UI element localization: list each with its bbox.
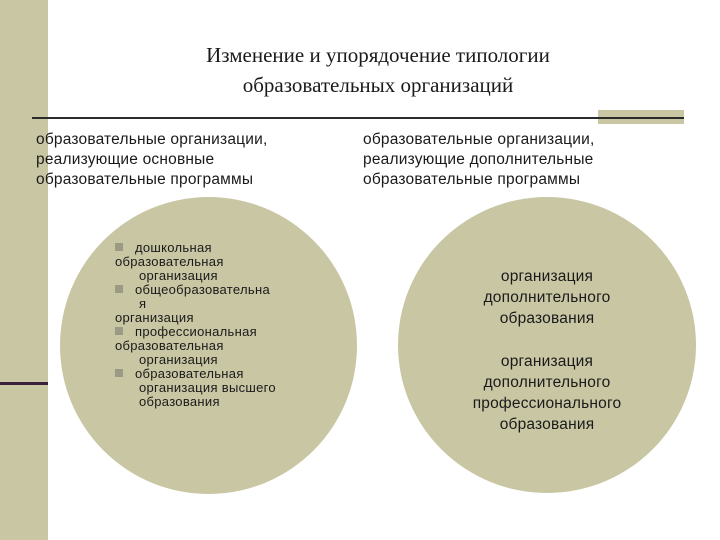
square-bullet-icon xyxy=(115,243,123,251)
left-circle-list xyxy=(115,241,330,409)
title-divider xyxy=(32,117,684,119)
text-line: профессионального xyxy=(472,395,622,412)
list-item-continuation: организация xyxy=(139,268,218,283)
text-line: дополнительного xyxy=(483,289,611,306)
slide-title-line: образовательных организаций xyxy=(242,73,514,97)
list-item xyxy=(115,325,330,339)
right-circle xyxy=(398,197,696,493)
square-bullet-icon xyxy=(115,327,123,335)
text-line: организация xyxy=(500,353,594,370)
heading-line: образовательные программы xyxy=(36,171,254,188)
decorative-side-bar xyxy=(0,0,48,540)
heading-line: образовательные программы xyxy=(363,171,581,188)
list-item xyxy=(115,241,330,255)
slide-title xyxy=(60,40,696,100)
text-line: дополнительного xyxy=(483,374,611,391)
list-item-continuation: образовательная xyxy=(115,254,224,269)
decorative-side-line xyxy=(0,382,48,385)
heading-line: образовательные организации, xyxy=(363,131,595,148)
list-item xyxy=(115,283,330,297)
square-bullet-icon xyxy=(115,369,123,377)
right-circle-item-additional-professional-education xyxy=(430,351,664,435)
list-item-continuation: организация xyxy=(139,352,218,367)
list-item-continuation: организация высшего xyxy=(139,380,276,395)
list-item-text: образовательная xyxy=(135,366,244,381)
text-line: организация xyxy=(500,268,594,285)
list-item-continuation: образовательная xyxy=(115,338,224,353)
square-bullet-icon xyxy=(115,285,123,293)
list-item-text: дошкольная xyxy=(135,240,212,255)
text-line: образования xyxy=(499,310,595,327)
heading-line: образовательные организации, xyxy=(36,131,268,148)
heading-line: реализующие основные xyxy=(36,151,215,168)
list-item-text: общеобразовательна xyxy=(135,282,270,297)
left-column-heading xyxy=(36,130,356,190)
list-item-continuation: образования xyxy=(139,394,220,409)
heading-line: реализующие дополнительные xyxy=(363,151,594,168)
right-circle-item-additional-education xyxy=(430,266,664,329)
list-item xyxy=(115,367,330,381)
list-item-continuation: организация xyxy=(115,310,194,325)
right-column-heading xyxy=(363,130,693,190)
list-item-text: профессиональная xyxy=(135,324,257,339)
slide-title-line: Изменение и упорядочение типологии xyxy=(206,43,550,67)
text-line: образования xyxy=(499,416,595,433)
list-item-continuation: я xyxy=(139,296,147,311)
